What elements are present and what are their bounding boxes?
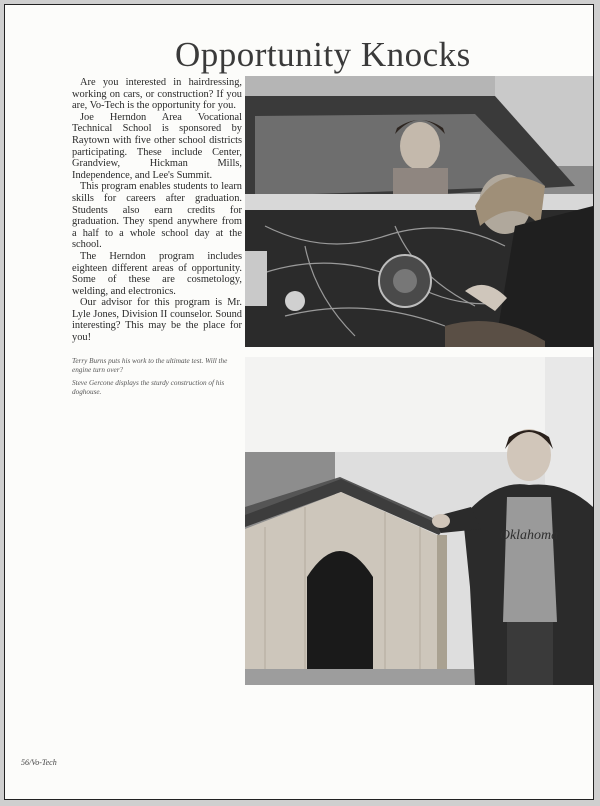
caption-doghouse-photo: Steve Gercone displays the sturdy construction of his doghouse. xyxy=(72,379,225,396)
article-paragraph: Are you interested in hairdressing, working on cars, or construction? If you are, Vo-Tech is the opportunity for you. xyxy=(72,77,242,112)
shirt-lettering: Oklahoma xyxy=(499,528,559,543)
article-paragraph: Joe Herndon Area Vocational Technical School is sponsored by Raytown with five other school districts participating. These include Center, Grandview, Hickman Mills, Independence, and Lee's Summit. xyxy=(72,111,242,181)
caption-engine-photo: Terry Burns puts his work to the ultimate test. Will the engine turn over? xyxy=(72,357,228,374)
yearbook-page xyxy=(4,4,594,800)
page-number: 56/Vo-Tech xyxy=(21,758,57,767)
engine-photo xyxy=(245,76,593,347)
doghouse-photo-image xyxy=(245,357,593,685)
page-title: Opportunity Knocks xyxy=(175,35,471,74)
article-paragraph: The Herndon program includes eighteen different areas of opportunity. Some of these are cosmetology, welding, and electronics. xyxy=(72,250,242,297)
doghouse-photo xyxy=(245,357,593,685)
article-body xyxy=(72,77,242,344)
photo-captions xyxy=(72,357,242,401)
engine-photo-image xyxy=(245,76,593,347)
article-paragraph: This program enables students to learn skills for careers after graduation. Students also earn credits for graduation. They spend anywhere from a half to a whole school day at the school. xyxy=(72,181,242,251)
article-paragraph: Our advisor for this program is Mr. Lyle Jones, Division II counselor. Sound interesting? This may be the place for you! xyxy=(72,297,242,344)
